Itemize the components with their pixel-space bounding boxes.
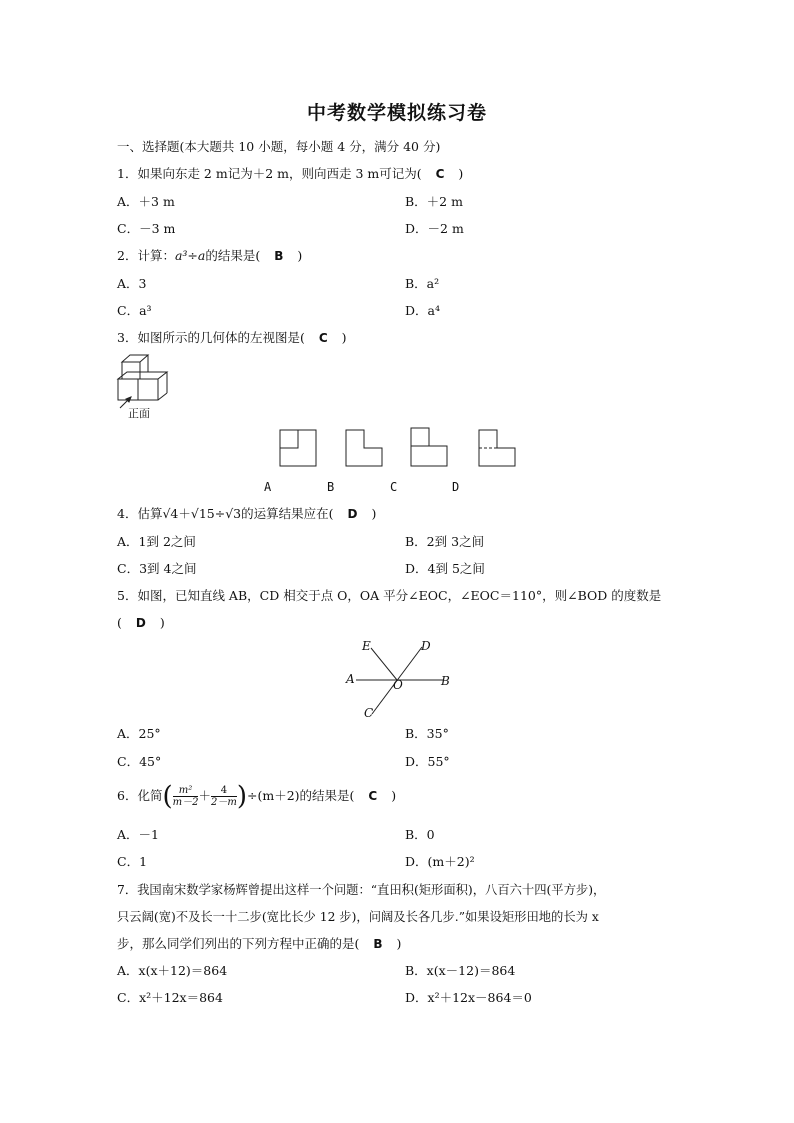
question-2-stem bbox=[117, 248, 302, 264]
q3-choice-label-a: A bbox=[264, 480, 272, 494]
q2-option-d: D．a⁴ bbox=[405, 303, 440, 318]
q3-view-b bbox=[346, 430, 382, 466]
page-title: 中考数学模拟练习卷 bbox=[306, 102, 487, 124]
q6-option-b: B．0 bbox=[405, 827, 435, 842]
q5-option-b: B．35° bbox=[405, 726, 449, 741]
q7-option-c: C．x²＋12x＝864 bbox=[117, 990, 223, 1005]
q5-point-e: E bbox=[362, 639, 371, 653]
q3-choice-label-c: C bbox=[390, 480, 398, 494]
q3-answer: C bbox=[318, 331, 328, 345]
q2-option-b: B．a² bbox=[405, 276, 440, 291]
q4-answer: D bbox=[347, 507, 358, 521]
q2-option-c: C．a³ bbox=[117, 303, 152, 318]
q3-view-a bbox=[280, 430, 316, 466]
q7-line3-post: ) bbox=[396, 936, 402, 951]
q2-option-a: A．3 bbox=[117, 276, 147, 291]
question-5-answer-line bbox=[117, 615, 165, 631]
question-5-stem: 5．如图，已知直线 AB，CD 相交于点 O，OA 平分∠EOC，∠EOC＝110°，则∠BOD 的度数是 bbox=[117, 588, 662, 603]
q5-option-c: C．45° bbox=[117, 754, 162, 769]
q4-stem-mid: 的运算结果应在( bbox=[241, 506, 334, 521]
question-4-stem bbox=[117, 506, 376, 522]
q6-fraction-2 bbox=[211, 785, 237, 808]
q5-option-a: A．25° bbox=[117, 726, 161, 741]
q1-option-b: B．＋2 m bbox=[405, 194, 463, 209]
q6-fraction-1 bbox=[173, 785, 199, 808]
question-3-stem bbox=[117, 330, 347, 346]
question-6-stem bbox=[117, 779, 396, 814]
q3-stem-pre: 3．如图所示的几何体的左视图是( bbox=[117, 330, 305, 345]
question-7-line-2: 只云阔(宽)不及长一十二步(宽比长少 12 步)，问阔及长各几步.”如果设矩形田地的长为 x bbox=[117, 910, 599, 924]
q6-f1-denominator: m－2 bbox=[172, 797, 199, 808]
q5-answer: D bbox=[135, 616, 146, 630]
q7-answer: B bbox=[373, 937, 383, 951]
q5-open-paren: ( bbox=[117, 615, 122, 630]
ray-oe bbox=[371, 648, 397, 680]
q6-plus: ＋ bbox=[198, 788, 211, 803]
q7-option-a: A．x(x＋12)＝864 bbox=[117, 963, 228, 978]
q7-option-b: B．x(x－12)＝864 bbox=[405, 963, 516, 978]
q6-right-paren: ) bbox=[236, 781, 247, 812]
q4-option-b: B．2到 3之间 bbox=[405, 534, 485, 549]
q7-line3-pre: 步，那么同学们列出的下列方程中正确的是( bbox=[117, 936, 360, 951]
q1-stem-pre: 1．如果向东走 2 m记为＋2 m，则向西走 3 m可记为( bbox=[117, 166, 422, 181]
q6-option-d: D．(m＋2)² bbox=[405, 854, 475, 869]
q2-answer: B bbox=[274, 249, 284, 263]
q5-point-o: O bbox=[393, 678, 403, 692]
q2-stem-post: ) bbox=[297, 248, 303, 263]
q5-point-b: B bbox=[441, 674, 450, 688]
q1-option-d: D．－2 m bbox=[405, 221, 464, 236]
q4-option-c: C．3到 4之间 bbox=[117, 561, 197, 576]
q2-stem-pre: 2．计算： bbox=[117, 248, 175, 263]
q6-option-c: C．1 bbox=[117, 854, 148, 869]
q1-option-a: A．＋3 m bbox=[117, 194, 175, 209]
q6-left-paren: ( bbox=[162, 781, 173, 812]
q3-choice-label-b: B bbox=[327, 480, 335, 494]
q5-option-d: D．55° bbox=[405, 754, 450, 769]
q5-point-d: D bbox=[421, 639, 431, 653]
q6-answer: C bbox=[368, 789, 378, 803]
q2-stem-mid: 的结果是( bbox=[205, 248, 261, 263]
question-7-line-3 bbox=[117, 936, 401, 952]
q3-choice-label-d: D bbox=[452, 480, 460, 494]
q6-stem-post: ) bbox=[391, 788, 397, 803]
question-7-line-1: 7．我国南宋数学家杨辉曾提出这样一个问题：“直田积(矩形面积)，八百六十四(平方步)， bbox=[117, 883, 606, 897]
q3-choice-views bbox=[270, 426, 525, 472]
q3-view-d bbox=[479, 430, 515, 466]
q6-f2-denominator: 2－m bbox=[210, 797, 237, 808]
q5-point-c: C bbox=[364, 706, 374, 720]
q5-point-a: A bbox=[346, 672, 355, 686]
q6-stem-pre: 6．化简 bbox=[117, 788, 163, 803]
q6-f1-numerator: m² bbox=[173, 785, 199, 797]
q4-option-d: D．4到 5之间 bbox=[405, 561, 485, 576]
q5-close-paren: ) bbox=[159, 615, 165, 630]
q1-stem-post: ) bbox=[458, 166, 464, 181]
q1-answer: C bbox=[435, 167, 445, 181]
q6-stem-mid: ÷(m＋2)的结果是( bbox=[247, 788, 355, 803]
question-1-stem bbox=[117, 166, 463, 182]
q4-stem-post: ) bbox=[371, 506, 377, 521]
q7-option-d: D．x²＋12x－864＝0 bbox=[405, 990, 532, 1005]
q6-option-a: A．－1 bbox=[117, 827, 159, 842]
q1-option-c: C．－3 m bbox=[117, 221, 176, 236]
q3-front-label: 正面 bbox=[128, 407, 150, 420]
q6-f2-numerator: 4 bbox=[211, 785, 237, 797]
q3-view-c bbox=[411, 428, 447, 466]
q4-expression: √4＋√15÷√3 bbox=[162, 506, 242, 521]
q2-expression: a³÷a bbox=[174, 248, 206, 263]
q4-stem-pre: 4．估算 bbox=[117, 506, 163, 521]
q3-stem-post: ) bbox=[341, 330, 347, 345]
section-heading: 一、选择题(本大题共 10 小题，每小题 4 分，满分 40 分) bbox=[117, 139, 441, 154]
q4-option-a: A．1到 2之间 bbox=[117, 534, 196, 549]
